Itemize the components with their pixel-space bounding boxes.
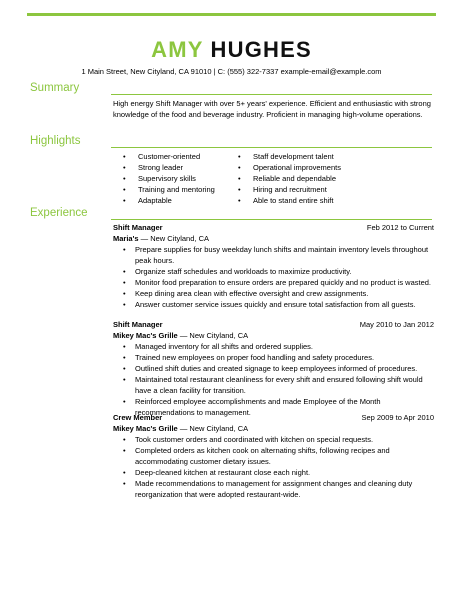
- job-title: Shift Manager: [113, 223, 163, 232]
- highlight-item: • Adaptable: [123, 195, 235, 206]
- job-company: [113, 423, 248, 434]
- company-name: Maria's: [113, 234, 139, 243]
- highlight-item: • Reliable and dependable: [238, 173, 408, 184]
- job-bullets: [123, 244, 433, 310]
- job-bullet: • Maintained total restaurant cleanliness for every shift and ensured following shift would have a clean facility for transition.: [123, 374, 433, 396]
- experience-rule: [111, 219, 432, 220]
- job-company: [113, 330, 248, 341]
- job-bullet: • Took customer orders and coordinated with kitchen on special requests.: [123, 434, 433, 445]
- highlight-item: • Customer-oriented: [123, 151, 235, 162]
- company-name: Mikey Mac's Grille: [113, 331, 178, 340]
- last-name: HUGHES: [210, 37, 312, 62]
- experience-heading: Experience: [30, 207, 88, 219]
- company-name: Mikey Mac's Grille: [113, 424, 178, 433]
- highlight-item: • Operational improvements: [238, 162, 408, 173]
- highlight-item: • Staff development talent: [238, 151, 408, 162]
- job-bullet: • Organize staff schedules and workloads to maximize productivity.: [123, 266, 433, 277]
- job-dates: Feb 2012 to Current: [366, 223, 434, 232]
- top-accent-bar: [27, 13, 436, 16]
- job-bullet: • Keep dining area clean with effective oversight and crew assignments.: [123, 288, 433, 299]
- highlight-item: • Supervisory skills: [123, 173, 235, 184]
- highlights-left-list: [123, 151, 235, 206]
- highlight-item: • Training and mentoring: [123, 184, 235, 195]
- summary-text: High energy Shift Manager with over 5+ years' experience. Efficient and enthusiastic with strong knowledge of the food and beverage industry. Proficient in managing high-volume operations.: [113, 99, 431, 119]
- contact-line: 1 Main Street, New Cityland, CA 91010 | C: (555) 322-7337 example-email@example.com: [81, 67, 382, 76]
- job-bullet: • Managed inventory for all shifts and ordered supplies.: [123, 341, 433, 352]
- job-bullet: • Completed orders as kitchen cook on alternating shifts, following recipes and accommodating customer dietary issues.: [123, 445, 433, 467]
- job-dates: Sep 2009 to Apr 2010: [361, 413, 434, 422]
- highlight-item: • Able to stand entire shift: [238, 195, 408, 206]
- job-bullet: • Outlined shift duties and created signage to keep employees informed of procedures.: [123, 363, 433, 374]
- first-name: AMY: [151, 37, 204, 62]
- highlight-item: • Strong leader: [123, 162, 235, 173]
- job-bullets: [123, 434, 433, 500]
- job-title: Shift Manager: [113, 320, 163, 329]
- job-bullet: • Prepare supplies for busy weekday lunch shifts and maintain inventory levels throughout peak hours.: [123, 244, 433, 266]
- company-location: — New Cityland, CA: [177, 424, 249, 433]
- summary-heading: Summary: [30, 82, 80, 94]
- job-bullet: • Monitor food preparation to ensure orders are prepared quickly and no product is wasted.: [123, 277, 433, 288]
- job-company: [113, 233, 209, 244]
- candidate-name: [0, 38, 463, 62]
- job-bullet: • Reinforced employee accomplishments and made Employee of the Month recommendations to management.: [123, 396, 433, 418]
- highlights-heading: Highlights: [30, 135, 81, 147]
- highlights-rule: [111, 147, 432, 148]
- job-title: Crew Member: [113, 413, 163, 422]
- job-bullet: • Trained new employees on proper food handling and safety procedures.: [123, 352, 433, 363]
- job-bullet: • Made recommendations to management for assignment changes and cleaning duty reorganization that were adopted restaurant-wide.: [123, 478, 433, 500]
- highlights-right-list: [238, 151, 408, 206]
- company-location: — New Cityland, CA: [138, 234, 209, 243]
- job-bullet: • Answer customer service issues quickly and ensure total satisfaction from all guests.: [123, 299, 433, 310]
- job-bullets: [123, 341, 433, 418]
- job-dates: May 2010 to Jan 2012: [359, 320, 434, 329]
- summary-rule: [111, 94, 432, 95]
- company-location: — New Cityland, CA: [177, 331, 249, 340]
- job-bullet: • Deep-cleaned kitchen at restaurant close each night.: [123, 467, 433, 478]
- highlight-item: • Hiring and recruitment: [238, 184, 408, 195]
